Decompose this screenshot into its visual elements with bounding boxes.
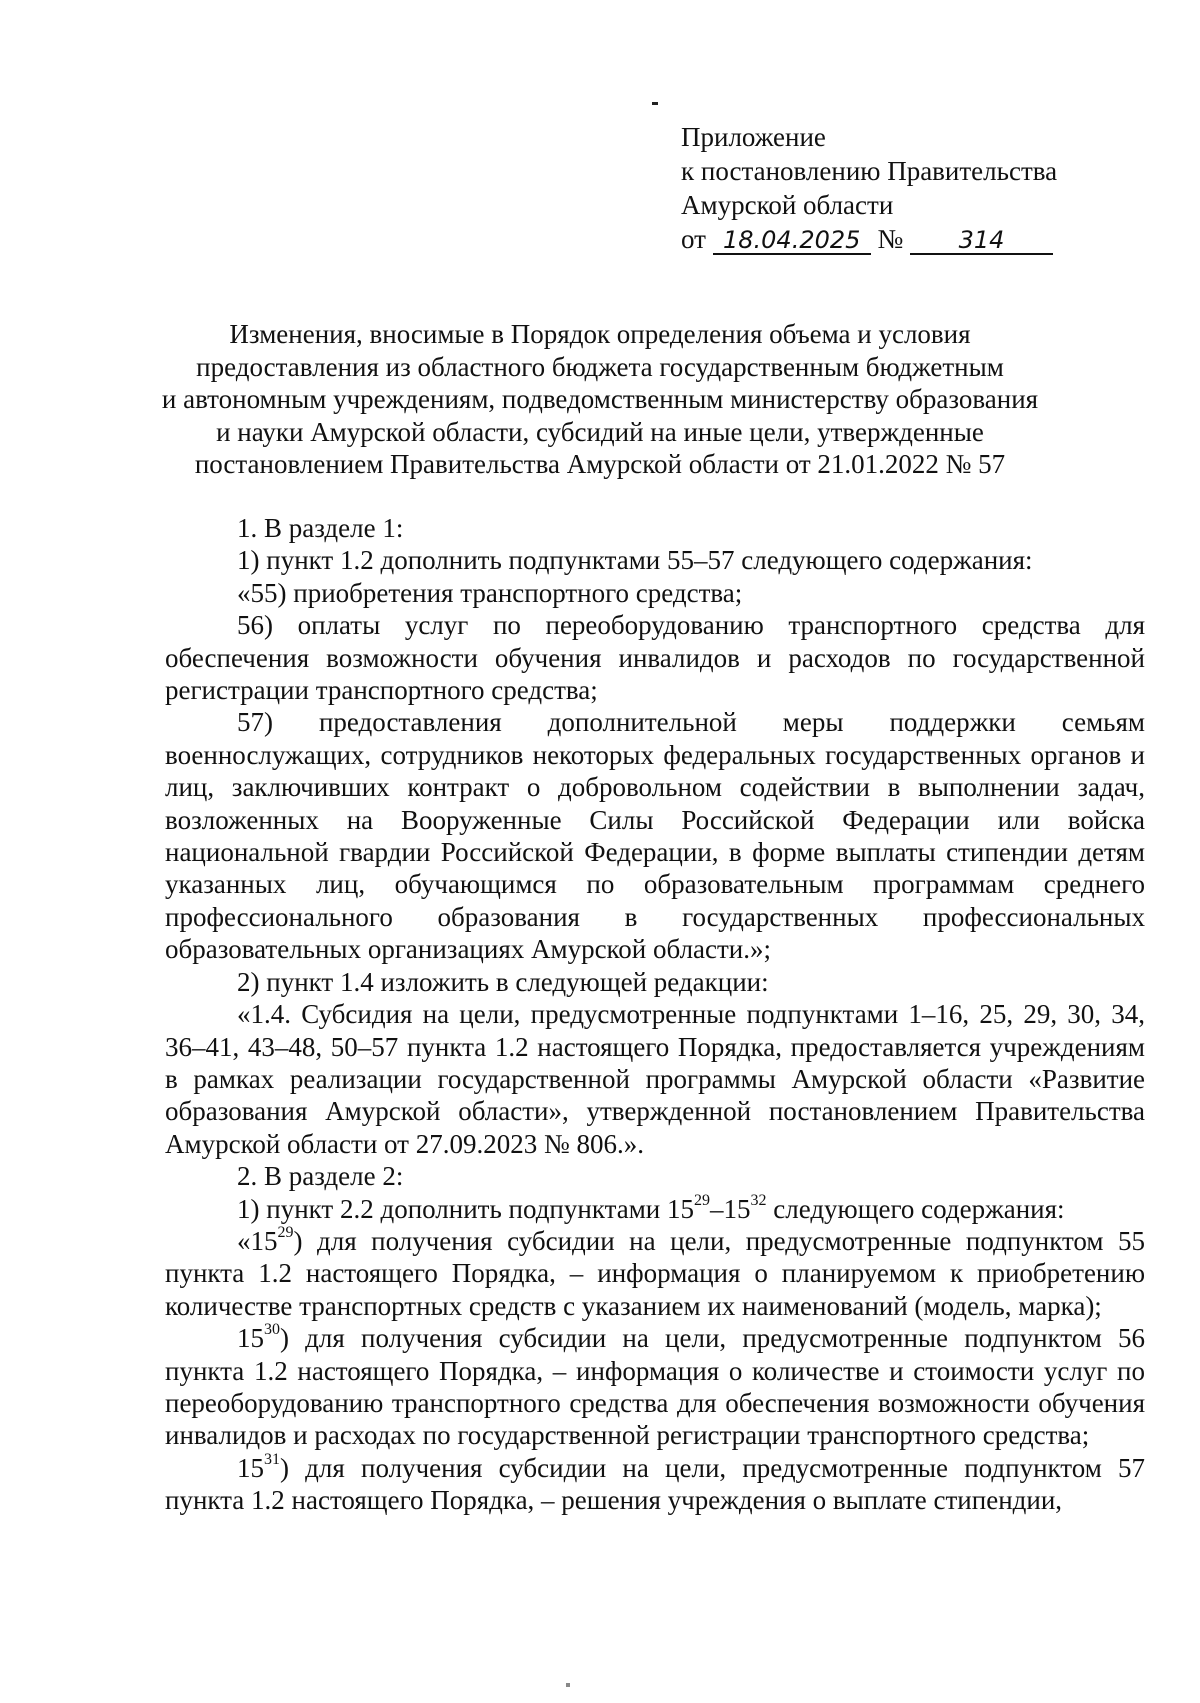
paragraph-item-1: 1) пункт 1.2 дополнить подпунктами 55–57 следующего содержания: [237, 545, 1033, 576]
superscript: 29 [693, 1191, 710, 1209]
paragraph-section-2: 2. В разделе 2: [237, 1161, 404, 1192]
text-fragment: –15 [709, 1193, 751, 1224]
superscript: 32 [750, 1191, 767, 1209]
handwritten-number: 314 [910, 227, 1053, 255]
paragraph-sub-15-29 [165, 1225, 1145, 1322]
paragraph-sub-15-30 [165, 1322, 1145, 1452]
scan-mark [652, 102, 658, 105]
appendix-line-3: Амурской области [681, 190, 894, 220]
text-fragment: 15 [237, 1452, 264, 1483]
appendix-line-1: Приложение [681, 122, 826, 152]
paragraph-item-2: 2) пункт 1.4 изложить в следующей редакции: [237, 966, 769, 997]
paragraph-sub-55: «55) приобретения транспортного средства; [237, 577, 743, 608]
text-fragment: ) для получения субсидии на цели, предусмотренные подпунктом 55 пункта 1.2 настоящего Порядка, – информация о планируемом к приобретению количестве транспортных средств с указанием их наименований (модель, марка); [165, 1225, 1145, 1321]
paragraph-sub-56: 56) оплаты услуг по переоборудованию транспортного средства для обеспечения возможности обучения инвалидов и расходов по государственной регистрации транспортного средства; [165, 610, 1145, 706]
text-fragment: «15 [237, 1225, 278, 1256]
title-line-5: постановлением Правительства Амурской области от 21.01.2022 № 57 [194, 449, 1006, 479]
paragraph-clause-1-4: «1.4. Субсидия на цели, предусмотренные подпунктами 1–16, 25, 29, 30, 34, 36–41, 43–48, 50–57 пункта 1.2 настоящего Порядка, предоставляется учреждениям в рамках реализации государственной программы Амурской области «Развитие образования Амурской области», утвержденной постановлением Правительства Амурской области от 27.09.2023 № 806.». [165, 999, 1145, 1159]
text-fragment: следующего содержания: [766, 1193, 1065, 1224]
title-line-2: предоставления из областного бюджета государственным бюджетным [196, 351, 1004, 382]
appendix-line-2: к постановлению Правительства [681, 156, 1058, 186]
handwritten-date: 18.04.2025 [713, 227, 871, 255]
document-title [150, 318, 1050, 481]
text-fragment: ) для получения субсидии на цели, предусмотренные подпунктом 56 пункта 1.2 настоящего Порядка, – информация о количестве и стоимости услуг по переоборудованию транспортного средства для обеспечения возможности обучения инвалидов и расходах по государственной регистрации транспортного средства; [165, 1323, 1145, 1451]
appendix-header [681, 120, 1057, 256]
paragraph-sub-57: 57) предоставления дополнительной меры поддержки семьям военнослужащих, сотрудников некоторых федеральных государственных органов и лиц, заключивших контракт о добровольном содействии в выполнении задач, возложенных на Вооруженные Силы Российской Федерации или войска национальной гвардии Российской Федерации, в форме выплаты стипендии детям указанных лиц, обучающимся по образовательным программам среднего профессионального образования в государственных профессиональных образовательных организациях Амурской области.»; [165, 707, 1145, 965]
title-line-4: и науки Амурской области, субсидий на иные цели, утвержденные [216, 416, 984, 447]
paragraph-sub-15-31 [165, 1452, 1145, 1517]
superscript: 31 [264, 1450, 280, 1468]
text-fragment: 1) пункт 2.2 дополнить подпунктами 15 [237, 1193, 694, 1224]
paragraph-section-1: 1. В разделе 1: [237, 513, 404, 543]
text-fragment: ) для получения субсидии на цели, предусмотренные подпунктом 57 пункта 1.2 настоящего Порядка, – решения учреждения о выплате стипендии, [165, 1452, 1145, 1516]
title-line-1: Изменения, вносимые в Порядок определения объема и условия [229, 319, 971, 349]
date-prefix: от [681, 224, 706, 254]
text-fragment: 15 [237, 1323, 264, 1354]
title-line-3: и автономным учреждениям, подведомственным министерству образования [161, 384, 1039, 414]
superscript: 30 [264, 1321, 280, 1339]
number-prefix: № [877, 224, 904, 254]
document-body [165, 512, 1145, 1517]
paragraph-item-2-2 [165, 1193, 1145, 1225]
superscript: 29 [277, 1223, 294, 1241]
appendix-date-line [681, 222, 1057, 256]
scan-mark-bottom [566, 1683, 570, 1687]
